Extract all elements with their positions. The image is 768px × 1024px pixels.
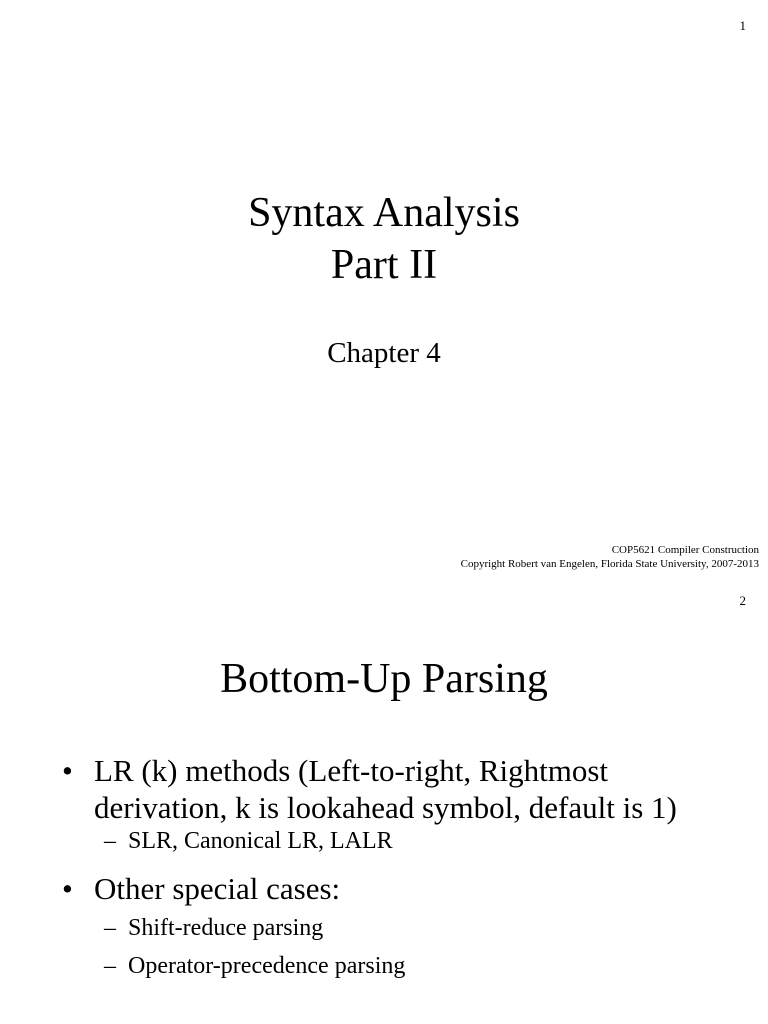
slide-title-line-1: Syntax Analysis: [248, 190, 520, 236]
slide-title: Bottom-Up Parsing: [220, 656, 548, 702]
footer-copyright: Copyright Robert van Engelen, Florida State University, 2007-2013: [460, 558, 759, 570]
sub-bullet-marker: –: [104, 828, 116, 854]
sub-bullet-text: Shift-reduce parsing: [128, 915, 324, 941]
page-number: 1: [739, 18, 746, 33]
bullet-marker: •: [62, 871, 73, 906]
slide-2: [0, 590, 768, 1024]
sub-bullet-marker: –: [104, 915, 116, 941]
sub-bullet-text: SLR, Canonical LR, LALR: [128, 828, 393, 854]
sub-bullet-item: [62, 951, 722, 981]
sub-bullet-item: [62, 913, 722, 943]
footer-course: COP5621 Compiler Construction: [611, 544, 759, 556]
sub-bullet-marker: –: [104, 953, 116, 979]
sub-bullet-text: Operator-precedence parsing: [128, 953, 406, 979]
bullet-marker: •: [62, 753, 73, 788]
bullet-text: LR (k) methods (Left-to-right, Rightmost derivation, k is lookahead symbol, default is 1): [94, 753, 677, 825]
slide-title-line-2: Part II: [330, 242, 438, 288]
page-number: 2: [739, 593, 746, 608]
bullet-item: [62, 870, 722, 907]
bullet-text: Other special cases:: [94, 871, 341, 906]
sub-bullet-item: [62, 826, 722, 856]
chapter-subtitle: Chapter 4: [327, 337, 441, 369]
bullet-item: [62, 752, 722, 826]
bullet-list: [62, 752, 722, 981]
